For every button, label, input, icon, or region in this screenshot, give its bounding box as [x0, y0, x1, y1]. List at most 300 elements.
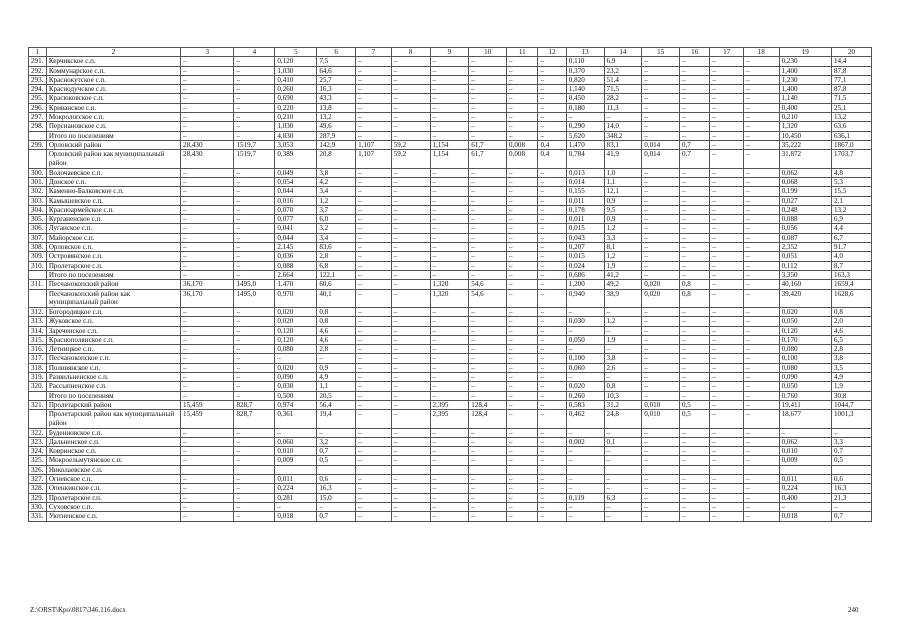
- table-cell: –: [538, 456, 566, 465]
- table-cell: 4,2: [317, 177, 356, 186]
- table-cell: 1,107: [356, 140, 392, 149]
- table-cell: –: [743, 122, 779, 131]
- table-cell: 0,119: [566, 493, 604, 502]
- table-cell: –: [356, 168, 392, 177]
- table-cell: 0,024: [566, 261, 604, 270]
- table-cell: –: [356, 372, 392, 381]
- row-number: 313.: [29, 317, 47, 326]
- settlement-name: Красюковское с.п.: [46, 94, 180, 103]
- table-cell: –: [356, 289, 392, 307]
- table-cell: –: [469, 205, 507, 214]
- table-cell: –: [679, 122, 709, 131]
- table-cell: –: [430, 224, 469, 233]
- table-cell: –: [743, 85, 779, 94]
- table-cell: –: [181, 57, 234, 66]
- row-number: 317.: [29, 354, 47, 363]
- table-cell: –: [430, 345, 469, 354]
- row-number: 331.: [29, 512, 47, 521]
- table-row: [29, 140, 872, 149]
- table-cell: 0,010: [779, 447, 831, 456]
- table-cell: 16,3: [317, 85, 356, 94]
- table-cell: [779, 465, 831, 474]
- table-cell: –: [566, 447, 604, 456]
- table-cell: 2,395: [430, 410, 469, 428]
- table-cell: –: [469, 215, 507, 224]
- table-cell: –: [710, 85, 744, 94]
- column-number: 1: [29, 48, 47, 57]
- table-cell: –: [234, 428, 275, 437]
- table-cell: –: [430, 168, 469, 177]
- table-cell: 0,370: [566, 66, 604, 75]
- settlement-name: Курганенское с.п.: [46, 215, 180, 224]
- table-cell: –: [538, 280, 566, 289]
- table-cell: –: [469, 391, 507, 400]
- table-cell: –: [181, 177, 234, 186]
- table-cell: –: [743, 354, 779, 363]
- settlement-name: Уютненское с.п.: [46, 512, 180, 521]
- table-cell: –: [642, 307, 680, 316]
- row-number: 325.: [29, 456, 47, 465]
- table-cell: –: [743, 233, 779, 242]
- table-row: [29, 168, 872, 177]
- table-cell: 1,9: [832, 382, 872, 391]
- table-row: [29, 400, 872, 409]
- table-cell: 6,0: [317, 215, 356, 224]
- table-cell: 0,050: [566, 335, 604, 344]
- row-number: 321.: [29, 400, 47, 409]
- table-cell: 18,677: [779, 410, 831, 428]
- table-cell: –: [743, 307, 779, 316]
- table-cell: 0,112: [779, 261, 831, 270]
- table-cell: –: [743, 270, 779, 279]
- table-cell: –: [710, 140, 744, 149]
- table-cell: 3,5: [832, 363, 872, 372]
- table-cell: –: [275, 502, 317, 511]
- table-cell: 19,4: [317, 410, 356, 428]
- table-cell: –: [234, 205, 275, 214]
- table-cell: –: [507, 187, 538, 196]
- table-cell: –: [391, 410, 430, 428]
- table-cell: –: [469, 512, 507, 521]
- table-cell: –: [642, 502, 680, 511]
- table-cell: –: [679, 215, 709, 224]
- table-row: [29, 224, 872, 233]
- table-cell: –: [469, 75, 507, 84]
- settlement-name: Итого по поселениям: [46, 391, 180, 400]
- table-cell: –: [538, 103, 566, 112]
- row-number: 316.: [29, 345, 47, 354]
- table-cell: –: [234, 113, 275, 122]
- table-cell: 3,8: [604, 354, 642, 363]
- table-cell: 13,8: [317, 103, 356, 112]
- row-number: 315.: [29, 335, 47, 344]
- table-cell: 0,030: [566, 317, 604, 326]
- table-cell: –: [275, 354, 317, 363]
- table-cell: 0,015: [566, 224, 604, 233]
- table-cell: –: [507, 224, 538, 233]
- table-cell: –: [538, 270, 566, 279]
- table-cell: –: [642, 447, 680, 456]
- table-cell: –: [507, 326, 538, 335]
- table-cell: 0,011: [566, 215, 604, 224]
- table-cell: [234, 465, 275, 474]
- table-cell: –: [507, 215, 538, 224]
- table-cell: –: [566, 326, 604, 335]
- table-cell: –: [181, 187, 234, 196]
- table-cell: –: [469, 317, 507, 326]
- table-cell: –: [391, 437, 430, 446]
- table-cell: 54,6: [469, 280, 507, 289]
- settlement-name: Дальненское с.п.: [46, 437, 180, 446]
- table-cell: [604, 465, 642, 474]
- table-cell: –: [469, 85, 507, 94]
- table-cell: –: [234, 456, 275, 465]
- table-cell: –: [832, 428, 872, 437]
- table-cell: –: [743, 224, 779, 233]
- table-cell: 1,2: [604, 252, 642, 261]
- table-cell: –: [356, 437, 392, 446]
- row-number: 329.: [29, 493, 47, 502]
- table-cell: 0,054: [275, 177, 317, 186]
- table-cell: –: [743, 150, 779, 168]
- table-cell: 4,4: [832, 224, 872, 233]
- table-cell: –: [469, 233, 507, 242]
- table-cell: –: [710, 317, 744, 326]
- table-cell: 87,8: [832, 66, 872, 75]
- table-cell: 0,155: [566, 187, 604, 196]
- table-row: [29, 113, 872, 122]
- table-cell: 4,0: [832, 252, 872, 261]
- table-cell: 3,3: [832, 437, 872, 446]
- table-cell: –: [710, 113, 744, 122]
- table-cell: –: [710, 363, 744, 372]
- table-cell: –: [679, 363, 709, 372]
- table-cell: –: [604, 113, 642, 122]
- table-cell: –: [430, 205, 469, 214]
- table-cell: [710, 465, 744, 474]
- column-number: 7: [356, 48, 392, 57]
- table-cell: –: [566, 307, 604, 316]
- table-cell: –: [391, 243, 430, 252]
- table-cell: –: [710, 177, 744, 186]
- table-cell: –: [181, 66, 234, 75]
- table-cell: –: [430, 261, 469, 270]
- table-cell: 31,2: [604, 400, 642, 409]
- table-row: [29, 317, 872, 326]
- table-cell: 15,5: [832, 187, 872, 196]
- table-cell: –: [538, 168, 566, 177]
- row-number: 328.: [29, 484, 47, 493]
- table-cell: 64,6: [317, 66, 356, 75]
- row-number: 298.: [29, 122, 47, 131]
- table-cell: –: [679, 372, 709, 381]
- table-cell: –: [507, 345, 538, 354]
- table-cell: 83,1: [604, 140, 642, 149]
- table-cell: –: [538, 475, 566, 484]
- table-cell: –: [642, 75, 680, 84]
- table-cell: –: [507, 475, 538, 484]
- table-cell: –: [356, 307, 392, 316]
- table-cell: 7,5: [317, 57, 356, 66]
- row-number: 291.: [29, 57, 47, 66]
- table-cell: 36,170: [181, 280, 234, 289]
- table-cell: –: [234, 66, 275, 75]
- table-cell: –: [391, 400, 430, 409]
- table-cell: –: [743, 94, 779, 103]
- table-cell: –: [604, 484, 642, 493]
- row-number: 300.: [29, 168, 47, 177]
- table-cell: –: [181, 252, 234, 261]
- table-cell: 1,400: [779, 85, 831, 94]
- table-cell: –: [356, 335, 392, 344]
- table-cell: –: [356, 103, 392, 112]
- table-cell: –: [469, 57, 507, 66]
- table-cell: –: [710, 94, 744, 103]
- table-cell: –: [743, 57, 779, 66]
- table-cell: –: [566, 456, 604, 465]
- table-cell: –: [469, 326, 507, 335]
- table-cell: –: [469, 113, 507, 122]
- table-cell: 0,077: [275, 215, 317, 224]
- table-cell: –: [566, 372, 604, 381]
- table-cell: 0,4: [538, 150, 566, 168]
- table-cell: –: [430, 428, 469, 437]
- table-cell: –: [469, 168, 507, 177]
- table-cell: –: [679, 307, 709, 316]
- table-cell: 0,6: [832, 475, 872, 484]
- table-cell: –: [234, 391, 275, 400]
- table-cell: –: [430, 196, 469, 205]
- table-cell: 0,050: [779, 382, 831, 391]
- table-row: [29, 354, 872, 363]
- table-row: [29, 131, 872, 140]
- table-cell: 2,352: [779, 243, 831, 252]
- table-cell: –: [743, 75, 779, 84]
- table-cell: –: [538, 113, 566, 122]
- table-row: [29, 66, 872, 75]
- table-cell: –: [391, 382, 430, 391]
- table-cell: 0,010: [642, 400, 680, 409]
- table-cell: 0,760: [779, 391, 831, 400]
- table-cell: –: [181, 447, 234, 456]
- table-cell: –: [430, 85, 469, 94]
- table-cell: –: [779, 428, 831, 437]
- table-cell: 0,016: [275, 196, 317, 205]
- table-cell: –: [679, 205, 709, 214]
- table-cell: 0,080: [779, 363, 831, 372]
- table-cell: –: [469, 363, 507, 372]
- table-cell: –: [710, 243, 744, 252]
- table-cell: –: [391, 168, 430, 177]
- table-cell: –: [604, 372, 642, 381]
- settlement-name: Орловский район как муниципальный район: [46, 150, 180, 168]
- table-cell: –: [710, 66, 744, 75]
- table-cell: [275, 465, 317, 474]
- table-cell: –: [507, 270, 538, 279]
- table-cell: 38,9: [604, 289, 642, 307]
- table-cell: 83,6: [317, 243, 356, 252]
- table-cell: 1,030: [275, 66, 317, 75]
- table-cell: 51,4: [604, 75, 642, 84]
- table-cell: 0,100: [566, 354, 604, 363]
- settlement-name: Суховское с.п.: [46, 502, 180, 511]
- table-cell: –: [234, 372, 275, 381]
- table-cell: 0,686: [566, 270, 604, 279]
- table-cell: –: [469, 177, 507, 186]
- table-cell: –: [234, 512, 275, 521]
- settlement-name: Коммунарское с.п.: [46, 66, 180, 75]
- table-cell: –: [391, 122, 430, 131]
- table-cell: –: [181, 113, 234, 122]
- table-row: [29, 447, 872, 456]
- table-cell: –: [430, 94, 469, 103]
- table-cell: –: [604, 307, 642, 316]
- table-cell: –: [538, 261, 566, 270]
- table-cell: 4,6: [832, 326, 872, 335]
- table-cell: –: [181, 85, 234, 94]
- table-cell: –: [430, 307, 469, 316]
- table-cell: 15,0: [317, 493, 356, 502]
- table-cell: 2,145: [275, 243, 317, 252]
- table-cell: 128,4: [469, 410, 507, 428]
- table-cell: –: [391, 75, 430, 84]
- table-cell: –: [469, 261, 507, 270]
- table-cell: 636,1: [832, 131, 872, 140]
- table-cell: 1,470: [566, 140, 604, 149]
- table-cell: –: [430, 502, 469, 511]
- table-cell: –: [234, 233, 275, 242]
- table-cell: 28,2: [604, 94, 642, 103]
- table-cell: –: [356, 224, 392, 233]
- table-row: [29, 512, 872, 521]
- table-cell: [317, 465, 356, 474]
- table-cell: –: [430, 131, 469, 140]
- table-cell: –: [743, 177, 779, 186]
- table-cell: 0,974: [275, 400, 317, 409]
- table-cell: –: [710, 205, 744, 214]
- table-cell: 0,010: [642, 410, 680, 428]
- table-cell: 6,3: [604, 493, 642, 502]
- table-cell: –: [356, 122, 392, 131]
- table-cell: –: [391, 196, 430, 205]
- table-cell: 1,2: [604, 224, 642, 233]
- table-cell: –: [469, 196, 507, 205]
- table-cell: –: [507, 493, 538, 502]
- table-cell: 3,3: [604, 233, 642, 242]
- table-cell: 0,224: [275, 484, 317, 493]
- table-cell: –: [391, 177, 430, 186]
- table-cell: –: [430, 475, 469, 484]
- table-cell: –: [642, 261, 680, 270]
- settlement-name: Островянское с.п.: [46, 252, 180, 261]
- table-cell: 56,4: [317, 400, 356, 409]
- table-cell: 0,002: [566, 437, 604, 446]
- table-row: [29, 205, 872, 214]
- table-cell: –: [538, 326, 566, 335]
- table-cell: –: [356, 502, 392, 511]
- table-cell: –: [538, 484, 566, 493]
- table-cell: 0,090: [779, 372, 831, 381]
- column-number: 10: [469, 48, 507, 57]
- table-cell: –: [391, 317, 430, 326]
- table-cell: 0,7: [679, 150, 709, 168]
- table-cell: –: [507, 484, 538, 493]
- table-cell: –: [507, 113, 538, 122]
- table-cell: 1495,0: [234, 289, 275, 307]
- table-cell: 0,8: [832, 307, 872, 316]
- table-cell: –: [710, 428, 744, 437]
- table-cell: –: [356, 345, 392, 354]
- table-cell: –: [743, 484, 779, 493]
- table-cell: –: [430, 215, 469, 224]
- settlement-name: Персиановское с.п.: [46, 122, 180, 131]
- table-cell: [181, 465, 234, 474]
- table-cell: –: [356, 484, 392, 493]
- table-cell: 1044,7: [832, 400, 872, 409]
- table-cell: –: [181, 428, 234, 437]
- table-cell: –: [507, 75, 538, 84]
- table-cell: 54,6: [469, 289, 507, 307]
- table-cell: 0,110: [566, 57, 604, 66]
- table-cell: 0,062: [779, 437, 831, 446]
- table-row: [29, 261, 872, 270]
- table-cell: 59,2: [391, 150, 430, 168]
- table-cell: 0,044: [275, 187, 317, 196]
- table-row: [29, 475, 872, 484]
- table-cell: [507, 465, 538, 474]
- table-cell: –: [391, 354, 430, 363]
- table-cell: –: [391, 512, 430, 521]
- table-cell: –: [679, 437, 709, 446]
- table-cell: –: [391, 335, 430, 344]
- table-cell: –: [507, 372, 538, 381]
- table-cell: –: [507, 280, 538, 289]
- table-cell: 0,060: [275, 437, 317, 446]
- row-number: 319.: [29, 372, 47, 381]
- table-cell: –: [430, 317, 469, 326]
- table-cell: –: [507, 289, 538, 307]
- table-cell: –: [469, 224, 507, 233]
- table-cell: –: [538, 502, 566, 511]
- column-number: 5: [275, 48, 317, 57]
- table-cell: 0,020: [566, 382, 604, 391]
- table-cell: 41,2: [604, 270, 642, 279]
- table-cell: 1,320: [430, 280, 469, 289]
- table-cell: –: [356, 382, 392, 391]
- table-row: [29, 280, 872, 289]
- table-cell: –: [391, 484, 430, 493]
- table-cell: 1,140: [566, 85, 604, 94]
- table-cell: –: [710, 335, 744, 344]
- table-cell: 0,1: [604, 437, 642, 446]
- table-cell: 0,230: [779, 57, 831, 66]
- table-cell: 1519,7: [234, 140, 275, 149]
- row-number: [29, 150, 47, 168]
- row-number: 292.: [29, 66, 47, 75]
- table-cell: –: [538, 196, 566, 205]
- table-cell: –: [679, 94, 709, 103]
- table-cell: 0,8: [317, 307, 356, 316]
- table-cell: 77,1: [832, 75, 872, 84]
- table-cell: 12,1: [604, 187, 642, 196]
- table-cell: –: [507, 131, 538, 140]
- table-cell: –: [538, 57, 566, 66]
- table-cell: –: [430, 456, 469, 465]
- table-cell: –: [356, 317, 392, 326]
- row-number: 309.: [29, 252, 47, 261]
- table-cell: –: [181, 456, 234, 465]
- table-cell: –: [743, 493, 779, 502]
